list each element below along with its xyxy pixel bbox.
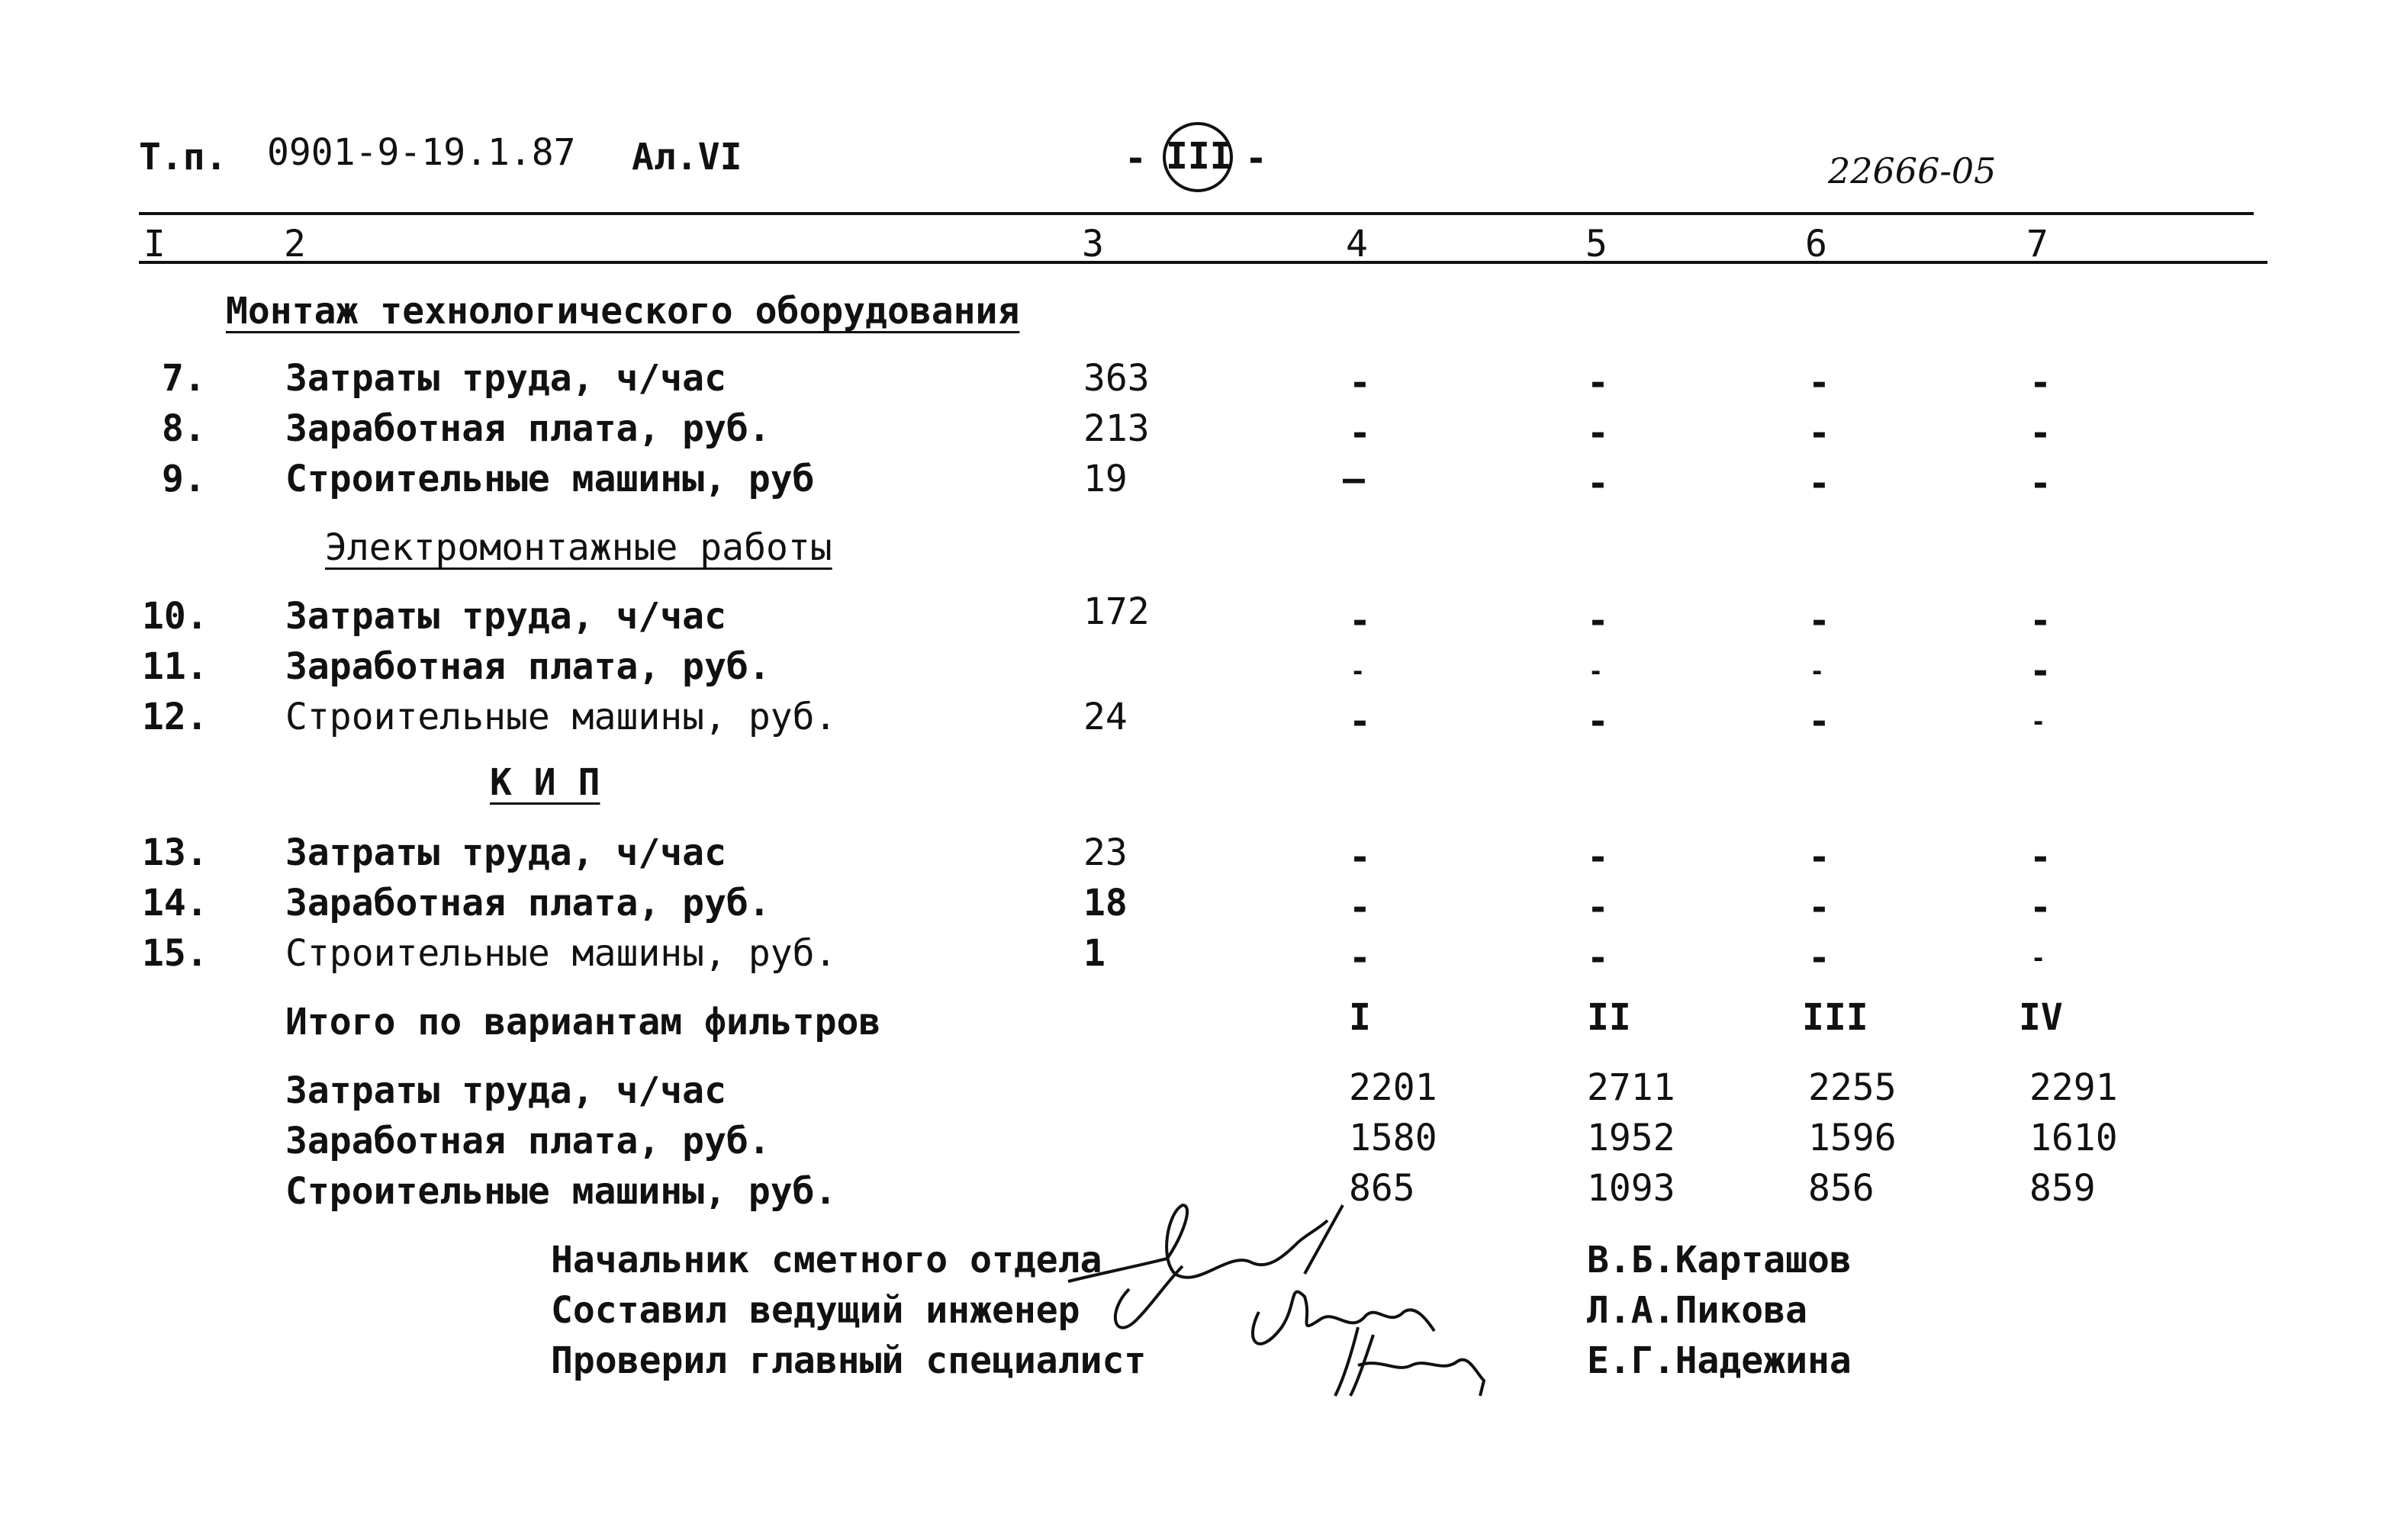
row-num: 9. <box>162 458 206 500</box>
row-col4: - <box>1349 886 1371 929</box>
row-num: 11. <box>142 645 208 688</box>
row-col6: - <box>1808 362 1830 404</box>
totals-value: 1952 <box>1587 1117 1675 1159</box>
totals-value: 2711 <box>1587 1066 1675 1109</box>
row-num: 13. <box>142 831 208 874</box>
row-col7: - <box>2029 650 2052 693</box>
row-col4: - <box>1349 412 1371 455</box>
handwritten-signature-3 <box>1328 1320 1495 1403</box>
tp-label: Т.п. <box>139 136 227 178</box>
row-col4: - <box>1349 362 1371 404</box>
row-col7: - <box>2029 462 2052 505</box>
col-header-3: 3 <box>1082 223 1104 265</box>
row-col6: - <box>1808 462 1830 505</box>
row-col6: - <box>1808 700 1830 743</box>
row-col5: - <box>1587 600 1609 642</box>
col-header-2: 2 <box>284 223 306 265</box>
row-col5: - <box>1587 700 1609 743</box>
row-col7: - <box>2029 362 2052 404</box>
row-col3: 24 <box>1083 696 1128 738</box>
row-name: Строительные машины, руб. <box>285 696 837 738</box>
row-col6: - <box>1808 412 1830 455</box>
row-col7: - <box>2031 707 2046 736</box>
row-col5: - <box>1587 462 1609 505</box>
page-number-circle <box>1163 122 1233 192</box>
row-col6: - <box>1808 886 1830 929</box>
row-col4: - <box>1349 937 1371 979</box>
row-name: Строительные машины, руб <box>285 458 815 500</box>
row-col4: — <box>1343 458 1365 500</box>
row-name: Затраты труда, ч/час <box>285 357 726 400</box>
col-header-7: 7 <box>2026 223 2048 265</box>
signature-role: Составил ведущий инженер <box>551 1289 1080 1332</box>
row-col6: - <box>1808 600 1830 642</box>
row-col5: - <box>1588 657 1604 686</box>
row-col5: - <box>1587 836 1609 879</box>
col-header-1: I <box>143 223 166 265</box>
row-col5: - <box>1587 886 1609 929</box>
totals-value: 2201 <box>1349 1066 1437 1109</box>
row-col3: 172 <box>1083 590 1150 633</box>
row-name: Затраты труда, ч/час <box>285 831 726 874</box>
row-col7: - <box>2031 944 2046 973</box>
row-name: Заработная плата, руб. <box>285 882 771 924</box>
table-header-rule <box>139 261 2267 264</box>
row-col6: - <box>1810 657 1825 686</box>
section-title-equipment: Монтаж технологического оборудования <box>226 290 1020 333</box>
row-col7: - <box>2029 886 2052 929</box>
row-col5: - <box>1587 362 1609 404</box>
signature-role: Проверил главный специалист <box>551 1339 1147 1382</box>
row-num: 10. <box>142 595 208 638</box>
row-col7: - <box>2029 836 2052 879</box>
row-col5: - <box>1587 937 1609 979</box>
page-dash-right: - <box>1245 137 1267 180</box>
totals-row-name: Затраты труда, ч/час <box>285 1069 726 1112</box>
row-num: 7. <box>162 357 206 400</box>
row-name: Строительные машины, руб. <box>285 932 837 975</box>
signature-person: Е.Г.Надежина <box>1587 1339 1852 1382</box>
row-num: 14. <box>142 882 208 924</box>
section-title-kip: К И П <box>490 761 600 804</box>
row-num: 8. <box>162 407 206 450</box>
row-col3: 363 <box>1083 357 1150 400</box>
signature-person: В.Б.Карташов <box>1587 1239 1852 1281</box>
totals-value: 865 <box>1349 1167 1415 1210</box>
project-code: 0901-9-19.1.87 <box>267 131 576 174</box>
col-header-5: 5 <box>1585 223 1608 265</box>
document-number: 22666-05 <box>1828 150 1997 191</box>
row-col5: - <box>1587 412 1609 455</box>
album-label: Ал.VI <box>632 136 742 178</box>
variant-header-4: IV <box>2019 996 2063 1039</box>
row-col3: 18 <box>1083 882 1128 924</box>
row-name: Заработная плата, руб. <box>285 645 771 688</box>
variant-header-3: III <box>1802 996 1868 1039</box>
totals-value: 1093 <box>1587 1167 1675 1210</box>
row-col7: - <box>2029 412 2052 455</box>
row-num: 12. <box>142 696 208 738</box>
row-col4: - <box>1349 836 1371 879</box>
variant-header-1: I <box>1349 996 1371 1039</box>
variant-header-2: II <box>1587 996 1631 1039</box>
totals-row-name: Строительные машины, руб. <box>285 1170 837 1213</box>
row-name: Заработная плата, руб. <box>285 407 771 450</box>
row-col7: - <box>2029 600 2052 642</box>
totals-value: 1610 <box>2029 1117 2118 1159</box>
table-top-rule <box>139 212 2254 215</box>
row-col3: 1 <box>1083 932 1105 975</box>
row-name: Затраты труда, ч/час <box>285 595 726 638</box>
totals-value: 1580 <box>1349 1117 1437 1159</box>
page-dash-left: - <box>1125 137 1147 180</box>
row-col3: 213 <box>1083 407 1150 450</box>
row-num: 15. <box>142 932 208 975</box>
totals-value: 2291 <box>2029 1066 2118 1109</box>
row-col3: 23 <box>1083 831 1128 874</box>
totals-value: 859 <box>2029 1167 2096 1210</box>
col-header-6: 6 <box>1805 223 1827 265</box>
row-col4: - <box>1349 700 1371 743</box>
totals-value: 1596 <box>1808 1117 1897 1159</box>
row-col6: - <box>1808 937 1830 979</box>
totals-value: 856 <box>1808 1167 1875 1210</box>
signature-role: Начальник сметного отдела <box>551 1239 1102 1281</box>
totals-value: 2255 <box>1808 1066 1897 1109</box>
row-col6: - <box>1808 836 1830 879</box>
page-number: III <box>1166 135 1232 178</box>
row-col4: - <box>1350 657 1366 686</box>
col-header-4: 4 <box>1346 223 1368 265</box>
signature-person: Л.А.Пикова <box>1587 1289 1807 1332</box>
totals-label: Итого по вариантам фильтров <box>285 1001 881 1043</box>
row-col3: 19 <box>1083 458 1128 500</box>
section-title-electrical: Электромонтажные работы <box>325 526 832 569</box>
totals-row-name: Заработная плата, руб. <box>285 1120 771 1162</box>
row-col4: - <box>1349 600 1371 642</box>
